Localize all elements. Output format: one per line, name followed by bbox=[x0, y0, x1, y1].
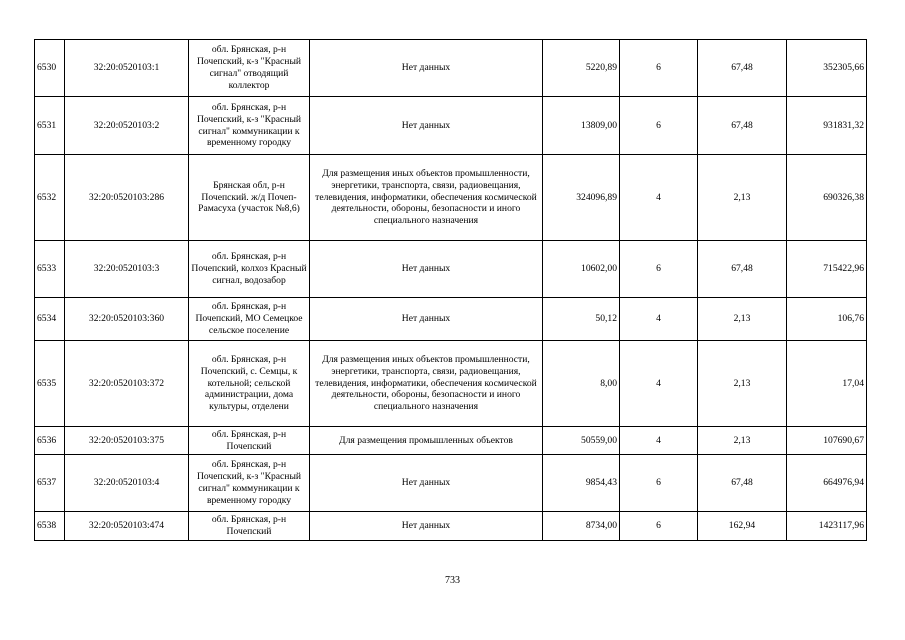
cadastral-value-cell: 715422,96 bbox=[787, 241, 867, 298]
permitted-use-cell: Для размещения иных объектов промышленности, энергетики, транспорта, связи, радиовещания, телевидения, информатики, обеспечения космической деятельности, обороны, безопасности и иного специального назначения bbox=[310, 341, 543, 427]
row-number-cell: 6533 bbox=[35, 241, 65, 298]
register-table bbox=[34, 39, 867, 541]
cadastral-value-cell: 690326,38 bbox=[787, 155, 867, 241]
table-row bbox=[35, 155, 867, 241]
group-cell: 6 bbox=[620, 97, 698, 155]
area-cell: 324096,89 bbox=[543, 155, 620, 241]
cadastral-value-cell: 107690,67 bbox=[787, 427, 867, 455]
permitted-use-cell: Для размещения иных объектов промышленности, энергетики, транспорта, связи, радиовещания, телевидения, информатики, обеспечения космической деятельности, обороны, безопасности и иного специального назначения bbox=[310, 155, 543, 241]
cadastral-number-cell: 32:20:0520103:1 bbox=[65, 40, 189, 97]
cadastral-number-cell: 32:20:0520103:4 bbox=[65, 455, 189, 512]
area-cell: 9854,43 bbox=[543, 455, 620, 512]
group-cell: 6 bbox=[620, 512, 698, 541]
address-cell: Брянская обл, р-н Почепский. ж/д Почеп-Рамасуха (участок №8,6) bbox=[189, 155, 310, 241]
permitted-use-cell: Нет данных bbox=[310, 298, 543, 341]
row-number-cell: 6535 bbox=[35, 341, 65, 427]
table-row bbox=[35, 427, 867, 455]
permitted-use-cell: Нет данных bbox=[310, 512, 543, 541]
table-row bbox=[35, 455, 867, 512]
cadastral-number-cell: 32:20:0520103:3 bbox=[65, 241, 189, 298]
specific-value-cell: 67,48 bbox=[698, 40, 787, 97]
table-row bbox=[35, 40, 867, 97]
table-row bbox=[35, 512, 867, 541]
table-row bbox=[35, 97, 867, 155]
cadastral-value-cell: 352305,66 bbox=[787, 40, 867, 97]
group-cell: 4 bbox=[620, 155, 698, 241]
cadastral-number-cell: 32:20:0520103:372 bbox=[65, 341, 189, 427]
cadastral-value-cell: 17,04 bbox=[787, 341, 867, 427]
specific-value-cell: 2,13 bbox=[698, 298, 787, 341]
address-cell: обл. Брянская, р-н Почепский bbox=[189, 427, 310, 455]
group-cell: 4 bbox=[620, 298, 698, 341]
address-cell: обл. Брянская, р-н Почепский, колхоз Красный сигнал, водозабор bbox=[189, 241, 310, 298]
permitted-use-cell: Для размещения промышленных объектов bbox=[310, 427, 543, 455]
group-cell: 4 bbox=[620, 341, 698, 427]
group-cell: 6 bbox=[620, 455, 698, 512]
specific-value-cell: 67,48 bbox=[698, 241, 787, 298]
permitted-use-cell: Нет данных bbox=[310, 241, 543, 298]
permitted-use-cell: Нет данных bbox=[310, 40, 543, 97]
cadastral-value-cell: 664976,94 bbox=[787, 455, 867, 512]
area-cell: 50559,00 bbox=[543, 427, 620, 455]
address-cell: обл. Брянская, р-н Почепский, к-з "Красный сигнал" коммуникации к временному городку bbox=[189, 455, 310, 512]
specific-value-cell: 2,13 bbox=[698, 427, 787, 455]
address-cell: обл. Брянская, р-н Почепский, к-з "Красный сигнал" отводящий коллектор bbox=[189, 40, 310, 97]
area-cell: 8,00 bbox=[543, 341, 620, 427]
row-number-cell: 6537 bbox=[35, 455, 65, 512]
address-cell: обл. Брянская, р-н Почепский, МО Семецкое сельское поселение bbox=[189, 298, 310, 341]
cadastral-number-cell: 32:20:0520103:375 bbox=[65, 427, 189, 455]
group-cell: 4 bbox=[620, 427, 698, 455]
specific-value-cell: 2,13 bbox=[698, 155, 787, 241]
cadastral-number-cell: 32:20:0520103:474 bbox=[65, 512, 189, 541]
area-cell: 8734,00 bbox=[543, 512, 620, 541]
table-row bbox=[35, 241, 867, 298]
group-cell: 6 bbox=[620, 241, 698, 298]
cadastral-value-cell: 931831,32 bbox=[787, 97, 867, 155]
row-number-cell: 6538 bbox=[35, 512, 65, 541]
specific-value-cell: 67,48 bbox=[698, 97, 787, 155]
area-cell: 10602,00 bbox=[543, 241, 620, 298]
area-cell: 5220,89 bbox=[543, 40, 620, 97]
cadastral-value-cell: 106,76 bbox=[787, 298, 867, 341]
specific-value-cell: 67,48 bbox=[698, 455, 787, 512]
permitted-use-cell: Нет данных bbox=[310, 97, 543, 155]
address-cell: обл. Брянская, р-н Почепский, с. Семцы, к котельной; сельской администрации, дома культуры, отделени bbox=[189, 341, 310, 427]
area-cell: 13809,00 bbox=[543, 97, 620, 155]
table-row bbox=[35, 298, 867, 341]
cadastral-number-cell: 32:20:0520103:360 bbox=[65, 298, 189, 341]
specific-value-cell: 2,13 bbox=[698, 341, 787, 427]
row-number-cell: 6532 bbox=[35, 155, 65, 241]
area-cell: 50,12 bbox=[543, 298, 620, 341]
row-number-cell: 6536 bbox=[35, 427, 65, 455]
page-number: 733 bbox=[445, 575, 460, 586]
permitted-use-cell: Нет данных bbox=[310, 455, 543, 512]
cadastral-value-cell: 1423117,96 bbox=[787, 512, 867, 541]
row-number-cell: 6530 bbox=[35, 40, 65, 97]
cadastral-number-cell: 32:20:0520103:2 bbox=[65, 97, 189, 155]
table-row bbox=[35, 341, 867, 427]
address-cell: обл. Брянская, р-н Почепский, к-з "Красный сигнал" коммуникации к временному городку bbox=[189, 97, 310, 155]
specific-value-cell: 162,94 bbox=[698, 512, 787, 541]
group-cell: 6 bbox=[620, 40, 698, 97]
address-cell: обл. Брянская, р-н Почепский bbox=[189, 512, 310, 541]
cadastral-number-cell: 32:20:0520103:286 bbox=[65, 155, 189, 241]
row-number-cell: 6534 bbox=[35, 298, 65, 341]
row-number-cell: 6531 bbox=[35, 97, 65, 155]
